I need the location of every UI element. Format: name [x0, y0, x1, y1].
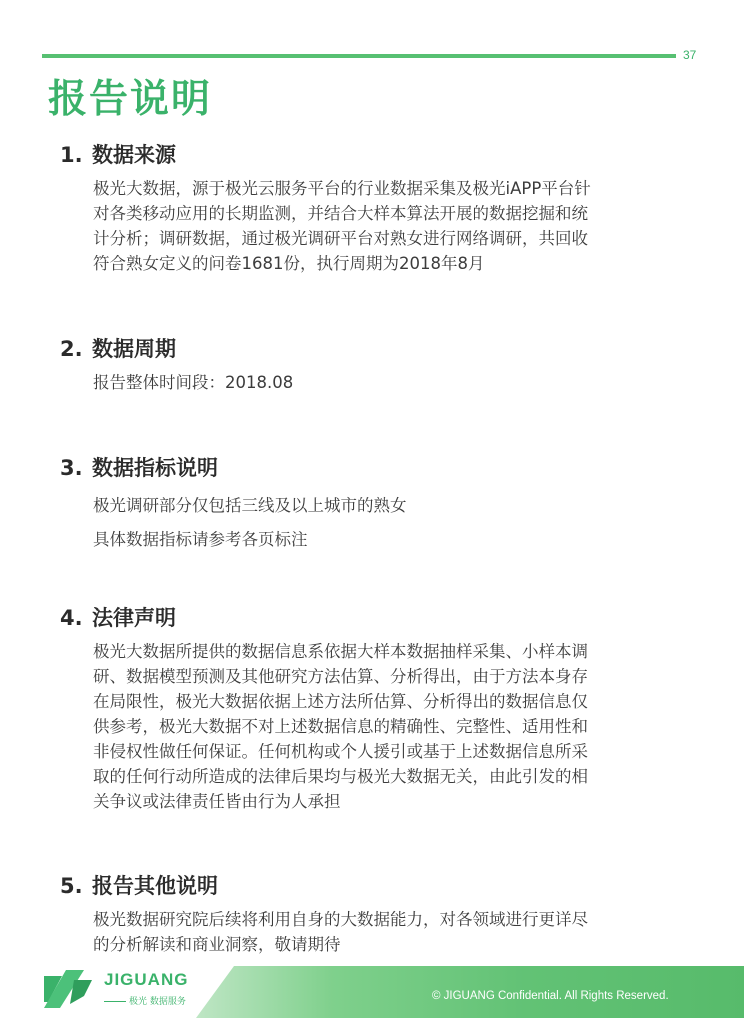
- logo-tagline: [104, 994, 186, 1007]
- section-body: [93, 489, 680, 557]
- section-body: [93, 639, 680, 814]
- body-line: 在局限性，极光大数据依据上述方法所估算、分析得出的数据信息仅: [93, 692, 588, 711]
- body-line: 计分析；调研数据，通过极光调研平台对熟女进行网络调研，共回收: [93, 229, 588, 248]
- body-line: 供参考，极光大数据不对上述数据信息的精确性、完整性、适用性和: [93, 717, 588, 736]
- logo-tagline-text: 极光 数据服务: [129, 997, 186, 1007]
- header-rule: [42, 54, 676, 58]
- section-title: 数据周期: [92, 337, 176, 361]
- section-title: 数据来源: [92, 143, 176, 167]
- body-line: 报告整体时间段：2018.08: [93, 373, 294, 392]
- jiguang-logo-icon: [40, 966, 96, 1012]
- section-legal-notice: [60, 603, 680, 814]
- section-body: [93, 907, 680, 957]
- body-line: 取的任何行动所造成的法律后果均与极光大数据无关，由此引发的相: [93, 767, 588, 786]
- body-line: 符合熟女定义的问卷1681份，执行周期为2018年8月: [93, 254, 485, 273]
- section-heading: [60, 603, 680, 633]
- body-line: 极光调研部分仅包括三线及以上城市的熟女: [93, 496, 407, 515]
- section-title: 数据指标说明: [92, 456, 218, 480]
- section-number: 5.: [60, 874, 83, 898]
- body-line: 关争议或法律责任皆由行为人承担: [93, 792, 341, 811]
- page-title: 报告说明: [48, 77, 213, 122]
- copyright-notice: © JIGUANG Confidential. All Rights Reserved.: [432, 990, 669, 1002]
- body-line: 研、数据模型预测及其他研究方法估算、分析得出，由于方法本身存: [93, 667, 588, 686]
- section-heading: [60, 334, 680, 364]
- logo-wordmark: JIGUANG: [104, 970, 189, 989]
- body-line: 对各类移动应用的长期监测，并结合大样本算法开展的数据挖掘和统: [93, 204, 588, 223]
- body-line: 极光大数据所提供的数据信息系依据大样本数据抽样采集、小样本调: [93, 642, 588, 661]
- body-line: 具体数据指标请参考各页标注: [93, 530, 308, 549]
- section-title: 法律声明: [92, 606, 176, 630]
- section-body: [93, 176, 680, 276]
- body-line: 的分析解读和商业洞察，敬请期待: [93, 935, 341, 954]
- section-body: [93, 370, 680, 395]
- body-line: 极光大数据，源于极光云服务平台的行业数据采集及极光iAPP平台针: [93, 179, 591, 198]
- body-line: 非侵权性做任何保证。任何机构或个人援引或基于上述数据信息所采: [93, 742, 588, 761]
- section-heading: [60, 871, 680, 901]
- section-heading: [60, 453, 680, 483]
- section-number: 2.: [60, 337, 83, 361]
- section-number: 1.: [60, 143, 83, 167]
- body-line: 极光数据研究院后续将利用自身的大数据能力，对各领域进行更详尽: [93, 910, 588, 929]
- section-other-notes: [60, 871, 680, 957]
- page-number: 37: [683, 48, 697, 62]
- section-data-period: [60, 334, 680, 395]
- section-data-metrics: [60, 453, 680, 557]
- section-data-source: [60, 140, 680, 276]
- section-number: 3.: [60, 456, 83, 480]
- section-heading: [60, 140, 680, 170]
- section-number: 4.: [60, 606, 83, 630]
- section-title: 报告其他说明: [92, 874, 218, 898]
